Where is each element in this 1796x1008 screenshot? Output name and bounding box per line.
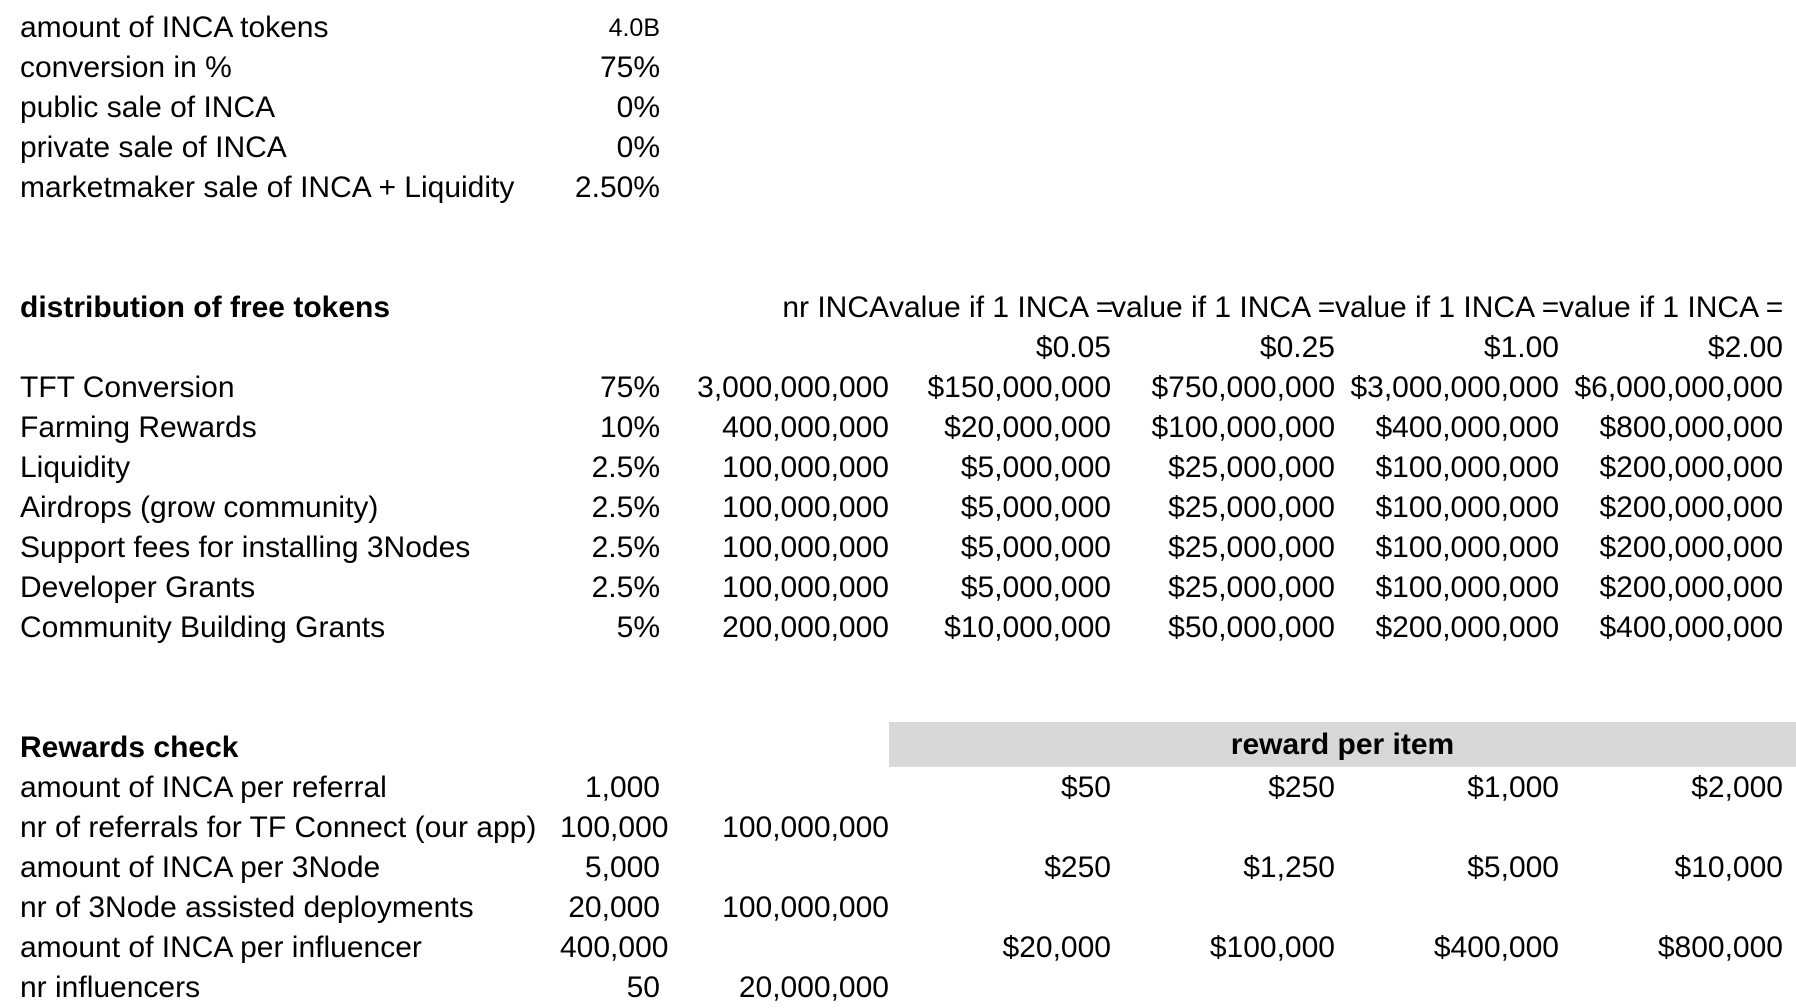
rewards-nrinca-cell[interactable]: 100,000,000: [722, 891, 889, 924]
summary-label-cell[interactable]: public sale of INCA: [20, 91, 276, 124]
sheet-row: [0, 848, 1783, 888]
dist-label-cell[interactable]: TFT Conversion: [20, 371, 235, 404]
price-header-cell[interactable]: $2.00: [1707, 331, 1783, 364]
dist-value-cell[interactable]: $6,000,000,000: [1574, 371, 1783, 404]
rewards-label-cell[interactable]: nr influencers: [20, 971, 201, 1004]
sheet-row: [0, 968, 1783, 1008]
dist-pct-cell[interactable]: 5%: [616, 611, 660, 644]
sheet-row: [0, 528, 1783, 568]
sheet-row: [0, 928, 1783, 968]
dist-nrinca-cell[interactable]: 100,000,000: [722, 491, 889, 524]
summary-label-cell[interactable]: amount of INCA tokens: [20, 11, 329, 44]
summary-label-cell[interactable]: marketmaker sale of INCA + Liquidity: [20, 171, 515, 204]
distribution-title[interactable]: distribution of free tokens: [20, 291, 391, 324]
rewards-title[interactable]: Rewards check: [20, 731, 239, 764]
value-header-cell[interactable]: value if 1 INCA =: [1335, 291, 1560, 324]
value-header-cell[interactable]: value if 1 INCA =: [889, 291, 1114, 324]
summary-value-cell[interactable]: 75%: [599, 51, 660, 84]
rewards-reward-cell[interactable]: $50: [1060, 771, 1111, 804]
rewards-reward-cell[interactable]: $1,000: [1467, 771, 1559, 804]
dist-pct-cell[interactable]: 2.5%: [591, 571, 660, 604]
sheet-row: [0, 568, 1783, 608]
nr-inca-header-cell[interactable]: nr INCA: [782, 291, 889, 324]
dist-value-cell[interactable]: $150,000,000: [927, 371, 1111, 404]
sheet-row: [0, 408, 1783, 448]
sheet-row: [0, 368, 1783, 408]
dist-value-cell[interactable]: $25,000,000: [1168, 491, 1335, 524]
rewards-label-cell[interactable]: amount of INCA per referral: [20, 771, 387, 804]
dist-value-cell[interactable]: $100,000,000: [1375, 451, 1559, 484]
sheet-row: [0, 8, 1783, 48]
dist-value-cell[interactable]: $10,000,000: [944, 611, 1111, 644]
rewards-reward-cell[interactable]: $250: [1044, 851, 1111, 884]
price-header-cell[interactable]: $0.25: [1259, 331, 1335, 364]
dist-value-cell[interactable]: $200,000,000: [1599, 531, 1783, 564]
rewards-reward-cell[interactable]: $250: [1268, 771, 1335, 804]
dist-value-cell[interactable]: $25,000,000: [1168, 571, 1335, 604]
rewards-label-cell[interactable]: amount of INCA per 3Node: [20, 851, 381, 884]
rewards-reward-cell[interactable]: $5,000: [1467, 851, 1559, 884]
sheet-row: [0, 88, 1783, 128]
reward-per-item-label: reward per item: [1230, 728, 1455, 761]
dist-label-cell[interactable]: Support fees for installing 3Nodes: [20, 531, 471, 564]
dist-pct-cell[interactable]: 75%: [599, 371, 660, 404]
dist-value-cell[interactable]: $25,000,000: [1168, 531, 1335, 564]
dist-value-cell[interactable]: $50,000,000: [1168, 611, 1335, 644]
dist-value-cell[interactable]: $5,000,000: [960, 571, 1111, 604]
sheet-row: [0, 48, 1783, 88]
rewards-nrinca-cell[interactable]: 100,000,000: [722, 811, 889, 844]
sheet-row: [0, 128, 1783, 168]
dist-pct-cell[interactable]: 10%: [599, 411, 660, 444]
rewards-reward-cell[interactable]: $10,000: [1674, 851, 1783, 884]
rewards-value-cell[interactable]: 100,000: [560, 811, 669, 844]
rewards-nrinca-cell[interactable]: 20,000,000: [738, 971, 889, 1004]
rewards-reward-cell[interactable]: $400,000: [1433, 931, 1559, 964]
price-header-cell[interactable]: $1.00: [1483, 331, 1559, 364]
dist-nrinca-cell[interactable]: 200,000,000: [722, 611, 889, 644]
dist-value-cell[interactable]: $5,000,000: [960, 491, 1111, 524]
sheet-row: [0, 608, 1783, 648]
dist-value-cell[interactable]: $5,000,000: [960, 531, 1111, 564]
dist-label-cell[interactable]: Liquidity: [20, 451, 131, 484]
dist-value-cell[interactable]: $200,000,000: [1599, 451, 1783, 484]
rewards-value-cell[interactable]: 20,000: [568, 891, 660, 924]
summary-value-cell[interactable]: 2.50%: [574, 171, 660, 204]
value-header-cell[interactable]: value if 1 INCA =: [1559, 291, 1784, 324]
sheet-row: [0, 488, 1783, 528]
summary-value-cell[interactable]: 4.0B: [608, 14, 660, 42]
rewards-value-cell[interactable]: 1,000: [584, 771, 660, 804]
rewards-reward-cell[interactable]: $2,000: [1691, 771, 1783, 804]
dist-pct-cell[interactable]: 2.5%: [591, 531, 660, 564]
rewards-label-cell[interactable]: nr of referrals for TF Connect (our app): [20, 811, 537, 844]
rewards-label-cell[interactable]: amount of INCA per influencer: [20, 931, 422, 964]
sheet-row: [0, 168, 1783, 208]
dist-label-cell[interactable]: Farming Rewards: [20, 411, 257, 444]
value-header-cell[interactable]: value if 1 INCA =: [1111, 291, 1336, 324]
dist-value-cell[interactable]: $25,000,000: [1168, 451, 1335, 484]
sheet-row: [0, 328, 1783, 368]
dist-value-cell[interactable]: $800,000,000: [1599, 411, 1783, 444]
dist-label-cell[interactable]: Community Building Grants: [20, 611, 386, 644]
rewards-reward-cell[interactable]: $1,250: [1243, 851, 1335, 884]
dist-value-cell[interactable]: $20,000,000: [944, 411, 1111, 444]
rewards-reward-cell[interactable]: $800,000: [1657, 931, 1783, 964]
dist-value-cell[interactable]: $100,000,000: [1151, 411, 1335, 444]
sheet-row: [0, 768, 1783, 808]
rewards-value-cell[interactable]: 5,000: [584, 851, 660, 884]
dist-nrinca-cell[interactable]: 100,000,000: [722, 571, 889, 604]
rewards-reward-cell[interactable]: $100,000: [1209, 931, 1335, 964]
dist-nrinca-cell[interactable]: 100,000,000: [722, 451, 889, 484]
rewards-value-cell[interactable]: 50: [626, 971, 660, 1004]
sheet-row: [0, 808, 1783, 848]
dist-value-cell[interactable]: $200,000,000: [1599, 491, 1783, 524]
dist-value-cell[interactable]: $200,000,000: [1599, 571, 1783, 604]
summary-value-cell[interactable]: 0%: [616, 131, 660, 164]
dist-label-cell[interactable]: Airdrops (grow community): [20, 491, 379, 524]
summary-label-cell[interactable]: private sale of INCA: [20, 131, 287, 164]
dist-value-cell[interactable]: $750,000,000: [1151, 371, 1335, 404]
dist-value-cell[interactable]: $400,000,000: [1375, 411, 1559, 444]
sheet-row: [0, 288, 1783, 328]
dist-nrinca-cell[interactable]: 100,000,000: [722, 531, 889, 564]
dist-value-cell[interactable]: $3,000,000,000: [1350, 371, 1559, 404]
dist-value-cell[interactable]: $100,000,000: [1375, 531, 1559, 564]
dist-pct-cell[interactable]: 2.5%: [591, 491, 660, 524]
rewards-reward-cell[interactable]: $20,000: [1002, 931, 1111, 964]
rewards-label-cell[interactable]: nr of 3Node assisted deployments: [20, 891, 474, 924]
dist-value-cell[interactable]: $100,000,000: [1375, 571, 1559, 604]
dist-pct-cell[interactable]: 2.5%: [591, 451, 660, 484]
sheet-row: [0, 888, 1783, 928]
summary-label-cell[interactable]: conversion in %: [20, 51, 232, 84]
summary-value-cell[interactable]: 0%: [616, 91, 660, 124]
dist-nrinca-cell[interactable]: 400,000,000: [722, 411, 889, 444]
dist-value-cell[interactable]: $200,000,000: [1375, 611, 1559, 644]
dist-label-cell[interactable]: Developer Grants: [20, 571, 256, 604]
dist-value-cell[interactable]: $5,000,000: [960, 451, 1111, 484]
dist-value-cell[interactable]: $100,000,000: [1375, 491, 1559, 524]
sheet-row: [0, 448, 1783, 488]
rewards-value-cell[interactable]: 400,000: [560, 931, 669, 964]
dist-nrinca-cell[interactable]: 3,000,000,000: [697, 371, 889, 404]
price-header-cell[interactable]: $0.05: [1035, 331, 1111, 364]
sheet-row: [0, 728, 1783, 768]
dist-value-cell[interactable]: $400,000,000: [1599, 611, 1783, 644]
